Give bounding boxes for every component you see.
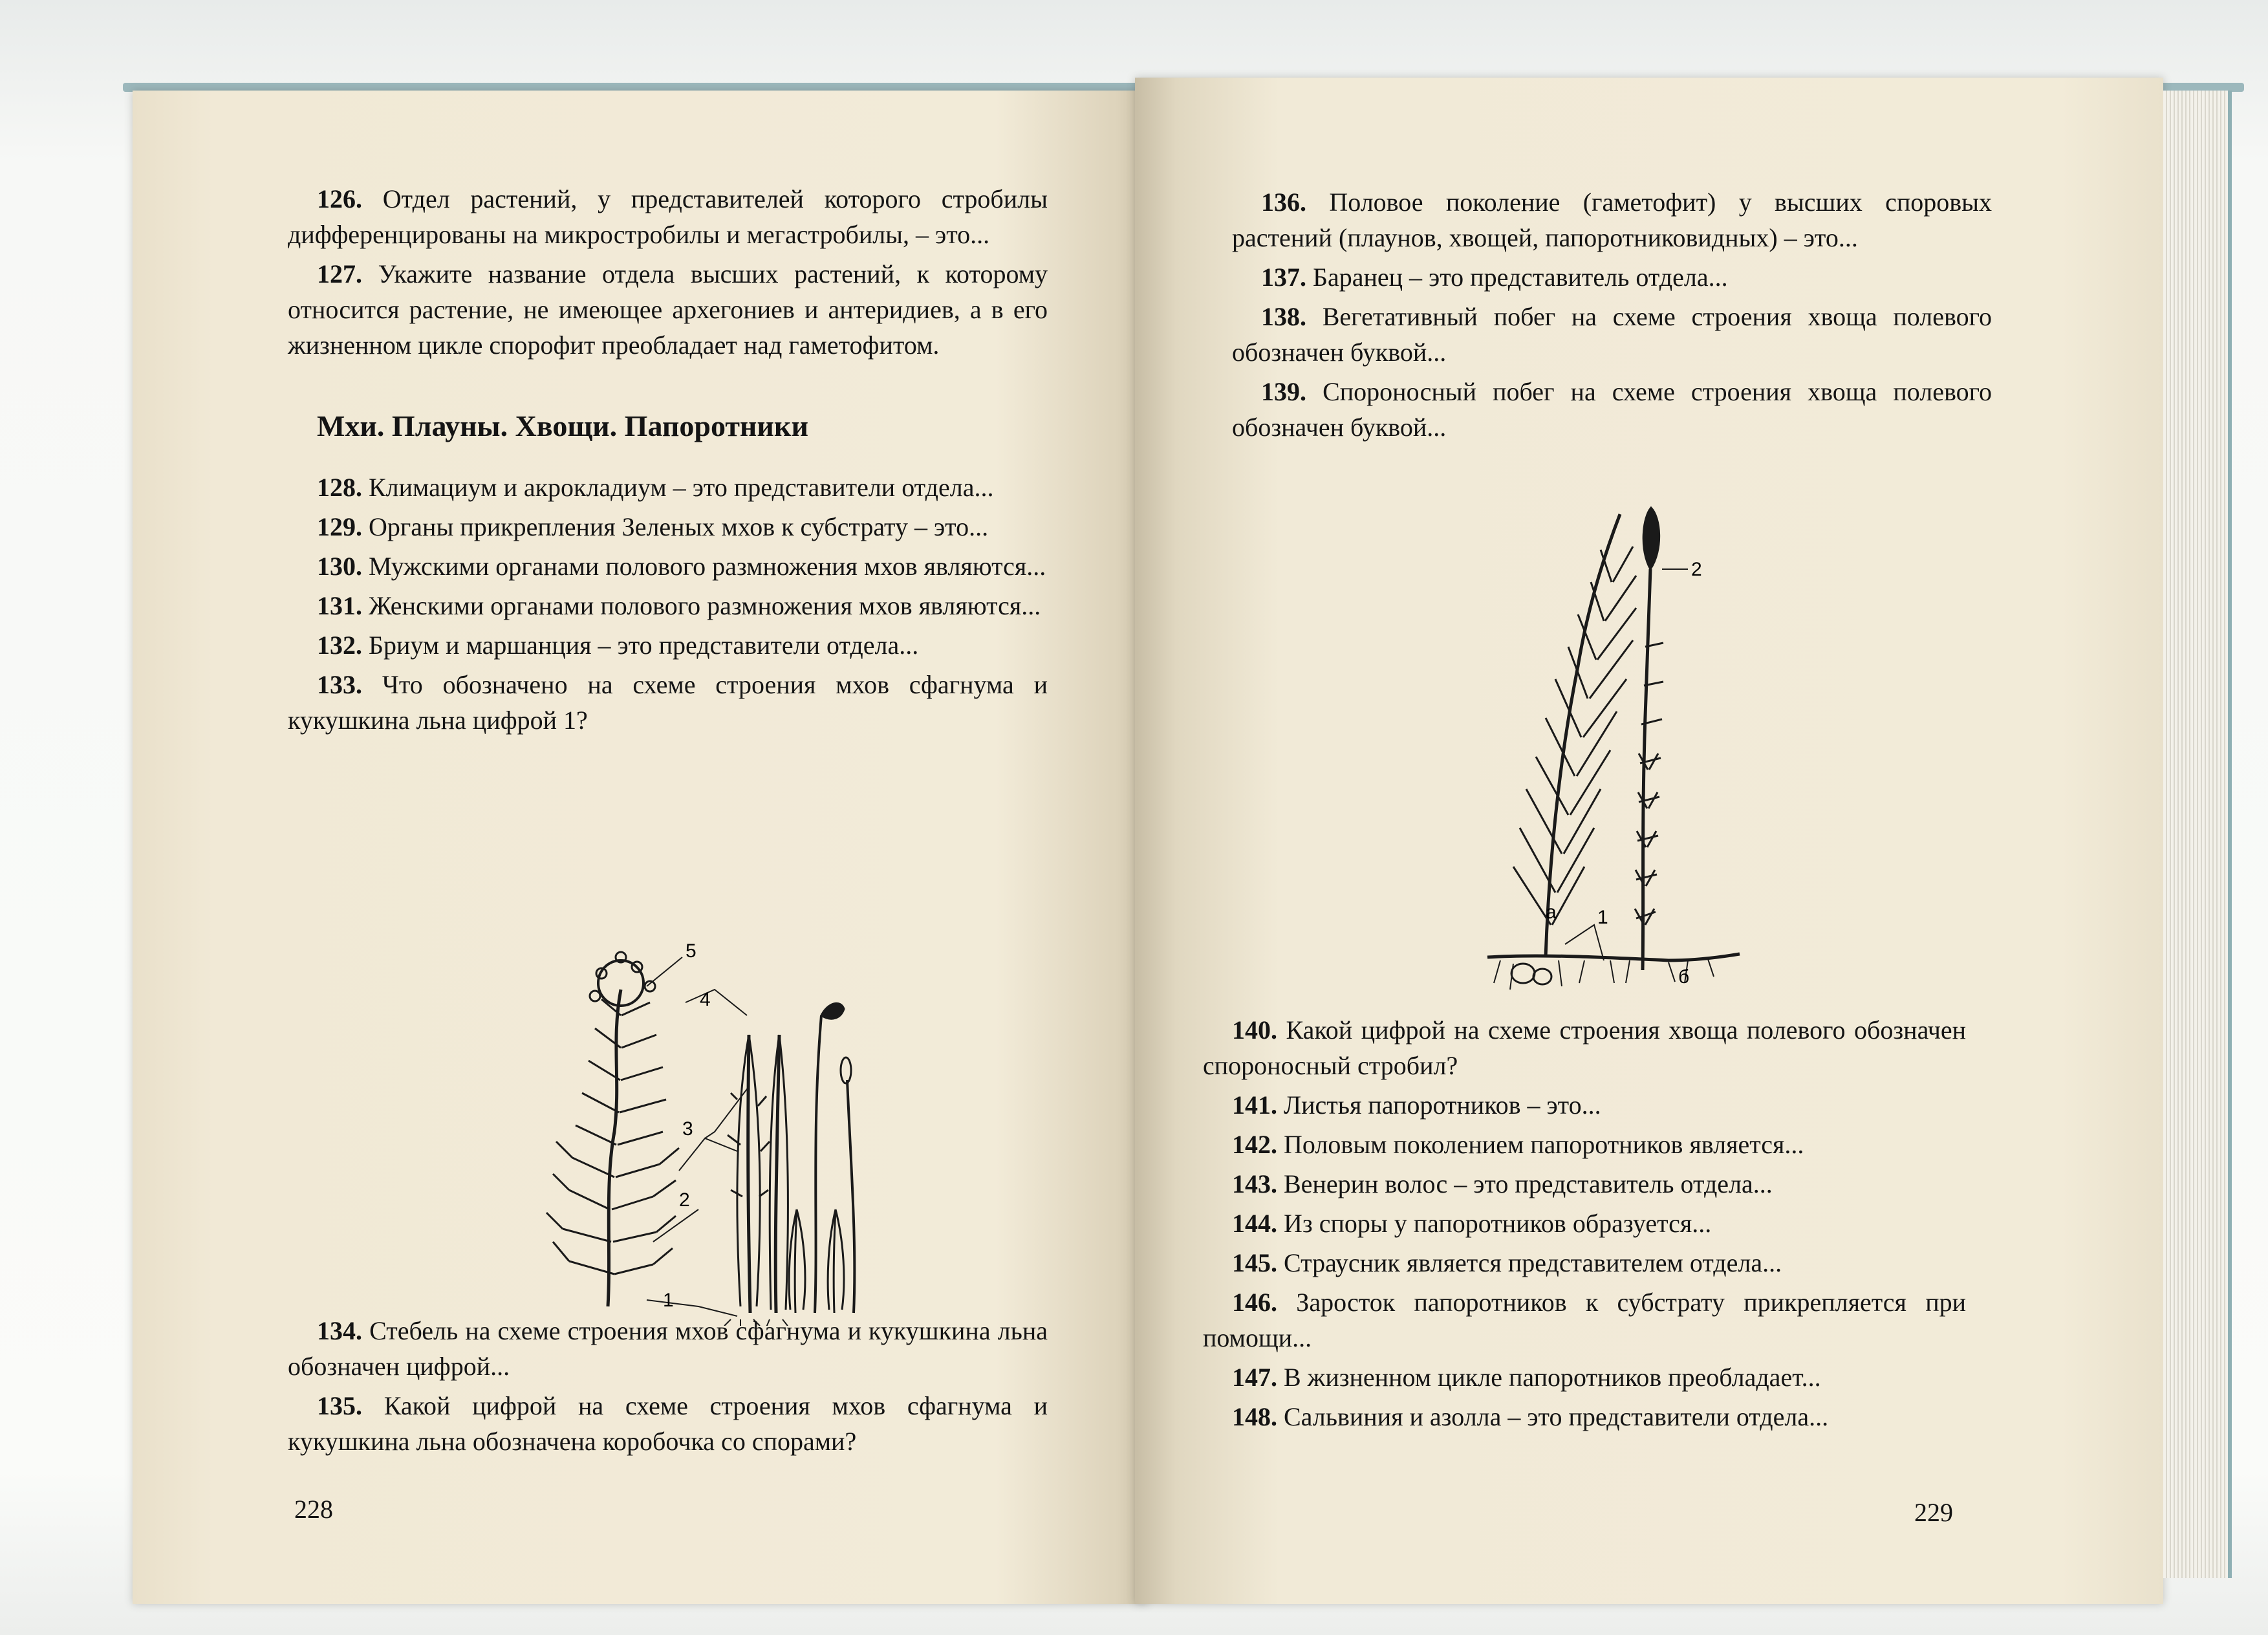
question-144: 144. Из споры у папоротников образуется...: [1232, 1209, 1712, 1238]
question-137: 137. Баранец – это представитель отдела...: [1261, 263, 1728, 292]
left-page-text-top: [288, 181, 1048, 742]
moss-label-4: 4: [700, 989, 711, 1010]
question-147: 147. В жизненном цикле папоротников преобладает...: [1232, 1363, 1821, 1392]
question-131: 131. Женскими органами полового размножения мхов являются...: [317, 591, 1041, 620]
question-135: 135. Какой цифрой на схеме строения мхов сфагнума и кукушкина льна обозначена коробочка со спорами?: [288, 1391, 1048, 1456]
question-139: 139. Спороносный побег на схеме строения хвоща полевого обозначен буквой...: [1232, 377, 1992, 442]
right-page-text-bottom: [1203, 1012, 1966, 1438]
page-edges: [2163, 91, 2232, 1578]
question-142: 142. Половым поколением папоротников является...: [1232, 1130, 1804, 1159]
question-138: 138. Вегетативный побег на схеме строения хвоща полевого обозначен буквой...: [1232, 302, 1993, 367]
horsetail-structure-figure: [1474, 504, 1746, 996]
horsetail-label-a: а: [1546, 902, 1557, 923]
question-146: 146. Заросток папоротников к субстрату прикрепляется при помощи...: [1203, 1288, 1967, 1352]
moss-label-3: 3: [682, 1118, 693, 1140]
left-page-text-bottom: [288, 1313, 1048, 1463]
question-136: 136. Половое поколение (гаметофит) у высших споровых растений (плаунов, хвощей, папоротниковидных) – это...: [1232, 188, 1993, 252]
question-141: 141. Листья папоротников – это...: [1232, 1090, 1601, 1120]
question-127: 127. Укажите название отдела высших растений, к которому относится растение, не имеющее архегониев и антеридиев, а в его жизненном цикле спорофит преобладает над гаметофитом.: [288, 259, 1048, 360]
page-number-right: 229: [1914, 1498, 1953, 1527]
page-number-left: 228: [294, 1495, 333, 1524]
right-page-text-top: [1232, 184, 1992, 449]
moss-label-5: 5: [686, 940, 697, 962]
moss-label-1: 1: [663, 1290, 674, 1311]
question-126: 126. Отдел растений, у представителей которого стробилы дифференцированы на микростробилы и мегастробилы, – это...: [288, 184, 1048, 249]
question-130: 130. Мужскими органами полового размножения мхов являются...: [317, 552, 1046, 581]
question-132: 132. Бриум и маршанция – это представители отдела...: [317, 631, 919, 660]
question-133: 133. Что обозначено на схеме строения мхов сфагнума и кукушкина льна цифрой 1?: [288, 670, 1048, 735]
question-128: 128. Климациум и акрокладиум – это представители отдела...: [317, 473, 994, 502]
horsetail-label-1: 1: [1597, 907, 1608, 928]
question-140: 140. Какой цифрой на схеме строения хвоща полевого обозначен спороносный стробил?: [1203, 1015, 1966, 1080]
question-143: 143. Венерин волос – это представитель отдела...: [1232, 1169, 1773, 1198]
horsetail-label-b: б: [1678, 966, 1690, 988]
question-148: 148. Сальвиния и азолла – это представители отдела...: [1232, 1402, 1829, 1431]
section-heading: Мхи. Плауны. Хвощи. Папоротники: [317, 409, 808, 442]
horsetail-label-2: 2: [1691, 559, 1702, 580]
moss-label-2: 2: [679, 1189, 690, 1211]
question-134: 134. Стебель на схеме строения мхов сфагнума и кукушкина льна обозначен цифрой...: [288, 1316, 1048, 1381]
moss-structure-figure: [491, 938, 892, 1326]
question-129: 129. Органы прикрепления Зеленых мхов к субстрату – это...: [317, 512, 989, 541]
question-145: 145. Страусник является представителем отдела...: [1232, 1248, 1782, 1277]
